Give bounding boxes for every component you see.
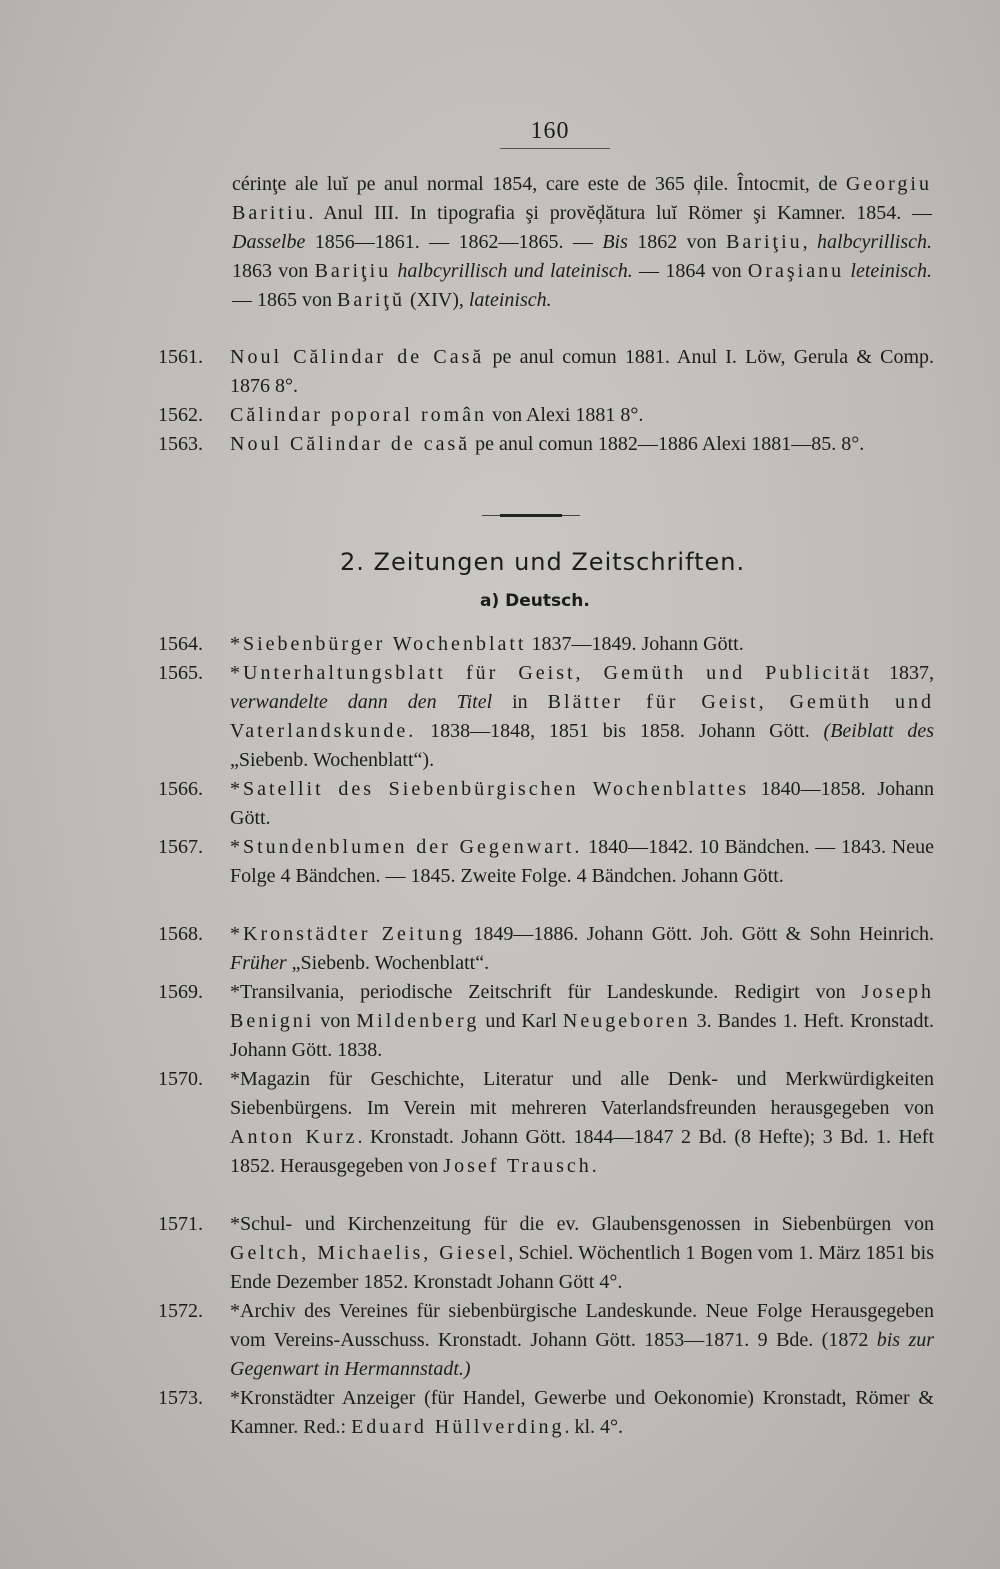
spaced-text: Bariţiu bbox=[726, 231, 803, 253]
italic-text: lateinisch. bbox=[468, 289, 552, 311]
text-run: cérinţe ale luĭ pe anul normal 1854, care este de 365 ḑile. Întocmit, de bbox=[232, 173, 846, 195]
text-run: 1840—1858. Johann Gött. bbox=[230, 778, 934, 829]
entry-number: 1562. bbox=[158, 404, 203, 426]
spaced-text: Neugeboren bbox=[562, 1010, 691, 1032]
text-run: und Karl bbox=[479, 1010, 563, 1032]
entry-text bbox=[230, 978, 934, 1065]
text-run: , bbox=[802, 231, 818, 253]
spaced-text: Oraşianu bbox=[747, 260, 845, 282]
spaced-text: *Siebenbürger Wochenblatt bbox=[230, 633, 527, 655]
entry-number: 1572. bbox=[158, 1300, 203, 1322]
entry-number: 1568. bbox=[158, 923, 203, 945]
spaced-text: *Stundenblumen der Gegenwart. bbox=[230, 836, 583, 858]
text-run: von Alexi 1881 8°. bbox=[487, 404, 644, 426]
entry-text bbox=[230, 659, 934, 775]
text-run: *Archiv des Vereines für siebenbürgische Landeskunde. Neue Folge Herausgegeben vom Vereins-Ausschuss. Kronstadt. Johann Gött. 1853—1871. 9 Bde. (1872 bbox=[230, 1300, 934, 1351]
text-run: in bbox=[492, 691, 548, 713]
text-run: (XIV), bbox=[405, 289, 469, 311]
text-run: „Siebenb. Wochenblatt“. bbox=[286, 952, 490, 974]
bibliography-entry bbox=[158, 401, 934, 430]
bibliography-entry bbox=[158, 1297, 934, 1384]
bibliography-entry bbox=[158, 833, 934, 891]
entry-text bbox=[230, 343, 934, 401]
spaced-text: Bariţŭ bbox=[337, 289, 405, 311]
bibliography-entry bbox=[158, 775, 934, 833]
entry-text bbox=[230, 833, 934, 891]
bibliography-entry bbox=[158, 430, 934, 459]
entry-number: 1564. bbox=[158, 633, 203, 655]
entry-text bbox=[230, 1297, 934, 1384]
section-divider bbox=[500, 514, 562, 517]
entry-text bbox=[230, 775, 934, 833]
bibliography-entry bbox=[158, 978, 934, 1065]
page-number-rule bbox=[500, 148, 610, 149]
text-run: — 1864 von bbox=[632, 260, 748, 282]
text-run: 1856—1861. — 1862—1865. — bbox=[305, 231, 603, 253]
text-run: *Transilvania, periodische Zeitschrift für Landeskunde. Redigirt von bbox=[230, 981, 862, 1003]
bibliography-entry bbox=[158, 920, 934, 978]
text-run: pe anul comun 1881. Anul I. Löw, Gerula & Comp. 1876 8°. bbox=[230, 346, 934, 397]
text-run: . Kronstadt. Johann Gött. 1844—1847 2 Bd. (8 Hefte); 3 Bd. 1. Heft 1852. Herausgegeben von bbox=[230, 1126, 934, 1177]
entry-text bbox=[230, 1065, 934, 1181]
text-run: . Anul III. In tipografia şi provĕḑătura luĭ Römer şi Kamner. 1854. — bbox=[308, 202, 932, 224]
italic-text: verwandelte dann den Titel bbox=[230, 691, 493, 713]
spaced-text: *Satellit des Siebenbürgischen Wochenblattes bbox=[230, 778, 749, 800]
entry-text bbox=[230, 1384, 934, 1442]
entry-text bbox=[230, 1210, 934, 1297]
bibliography-entry bbox=[158, 1065, 934, 1181]
italic-text: leteinisch. bbox=[850, 260, 933, 282]
entry-number: 1567. bbox=[158, 836, 203, 858]
text-run: *Kronstädter Anzeiger (für Handel, Gewerbe und Oekonomie) Kronstadt, Römer & Kamner. Red.: bbox=[230, 1387, 934, 1438]
text-run: pe anul comun 1882—1886 Alexi 1881—85. 8°. bbox=[470, 433, 865, 455]
text-run: 1863 von bbox=[232, 260, 315, 282]
spaced-text: Eduard Hüllverding bbox=[351, 1416, 565, 1438]
bibliography-entry bbox=[158, 343, 934, 401]
entry-number: 1571. bbox=[158, 1213, 203, 1235]
entry-number: 1573. bbox=[158, 1387, 203, 1409]
text-run: . bbox=[591, 1155, 597, 1177]
text-run: — 1865 von bbox=[232, 289, 337, 311]
text-run: 1840—1842. 10 Bändchen. — 1843. Neue Folge 4 Bändchen. — 1845. Zweite Folge. 4 Bändchen. Johann Gött. bbox=[230, 836, 934, 887]
text-run: 1837—1849. Johann Gött. bbox=[526, 633, 744, 655]
spaced-text: Mildenberg bbox=[356, 1010, 480, 1032]
entry-text bbox=[230, 630, 934, 659]
entry-text bbox=[230, 430, 934, 459]
bibliography-entry bbox=[158, 1210, 934, 1297]
text-run: 1838—1848, 1851 bis 1858. Johann Gött. bbox=[416, 720, 824, 742]
page-number: 160 bbox=[530, 118, 570, 144]
spaced-text: Noul Călindar de Casă bbox=[230, 346, 485, 368]
spaced-text: Bariţiu bbox=[314, 260, 392, 282]
entry-number: 1570. bbox=[158, 1068, 203, 1090]
spaced-text: *Kronstädter Zeitung bbox=[230, 923, 465, 945]
entry-number: 1563. bbox=[158, 433, 203, 455]
entry-number: 1566. bbox=[158, 778, 203, 800]
italic-text: (Beiblatt des bbox=[823, 720, 934, 742]
bibliography-entry bbox=[158, 630, 934, 659]
text-run: , Schiel. Wöchentlich 1 Bogen vom 1. März 1851 bis Ende Dezember 1852. Kronstadt Johann Gött 4°. bbox=[230, 1242, 934, 1293]
text-run: „Siebenb. Wochenblatt“). bbox=[230, 749, 435, 771]
spaced-text: Noul Călindar de casă bbox=[230, 433, 471, 455]
text-run: *Schul- und Kirchenzeitung für die ev. Glaubensgenossen in Siebenbürgen von bbox=[230, 1213, 934, 1235]
entry-number: 1561. bbox=[158, 346, 203, 368]
text-run: 1862 von bbox=[627, 231, 727, 253]
italic-text: Früher bbox=[230, 952, 287, 974]
spaced-text: Geltch, Michaelis, Giesel bbox=[230, 1242, 509, 1264]
spaced-text: Georgiu Baritiu bbox=[232, 173, 932, 224]
entry-number: 1569. bbox=[158, 981, 203, 1003]
italic-text: Dasselbe bbox=[232, 231, 306, 253]
text-run: 1837, bbox=[871, 662, 934, 684]
text-run: von bbox=[314, 1010, 357, 1032]
subsection-title: a) Deutsch. bbox=[480, 591, 590, 611]
continuation-paragraph bbox=[232, 170, 932, 315]
spaced-text: Anton Kurz bbox=[230, 1126, 358, 1148]
text-run: *Magazin für Geschichte, Literatur und alle Denk- und Merkwürdigkeiten Siebenbürgens. Im Verein mit mehreren Vaterlandsfreunden herausgegeben von bbox=[230, 1068, 934, 1119]
bibliography-entry bbox=[158, 1384, 934, 1442]
bibliography-entry bbox=[158, 659, 934, 775]
entry-text bbox=[230, 401, 934, 430]
italic-text: halbcyrillisch und lateinisch. bbox=[397, 260, 633, 282]
italic-text: halbcyrillisch. bbox=[817, 231, 933, 253]
entry-text bbox=[230, 920, 934, 978]
spaced-text: Călindar poporal român bbox=[230, 404, 488, 426]
section-title: 2. Zeitungen und Zeitschriften. bbox=[340, 548, 746, 576]
text-run: 1849—1886. Johann Gött. Joh. Gött & Sohn Heinrich. bbox=[464, 923, 934, 945]
spaced-text: Joseph Benigni bbox=[230, 981, 934, 1032]
italic-text: Bis bbox=[602, 231, 628, 253]
text-run: 3. Bandes 1. Heft. Kronstadt. Johann Gött. 1838. bbox=[230, 1010, 934, 1061]
spaced-text: *Unterhaltungsblatt für Geist, Gemüth und Publicität bbox=[230, 662, 872, 684]
text-run: . kl. 4°. bbox=[564, 1416, 624, 1438]
italic-text: bis zur Gegenwart in Hermannstadt.) bbox=[230, 1329, 935, 1380]
entry-number: 1565. bbox=[158, 662, 203, 684]
spaced-text: Josef Trausch bbox=[443, 1155, 592, 1177]
spaced-text: Blätter für Geist, Gemüth und Vaterlandskunde. bbox=[230, 691, 934, 742]
